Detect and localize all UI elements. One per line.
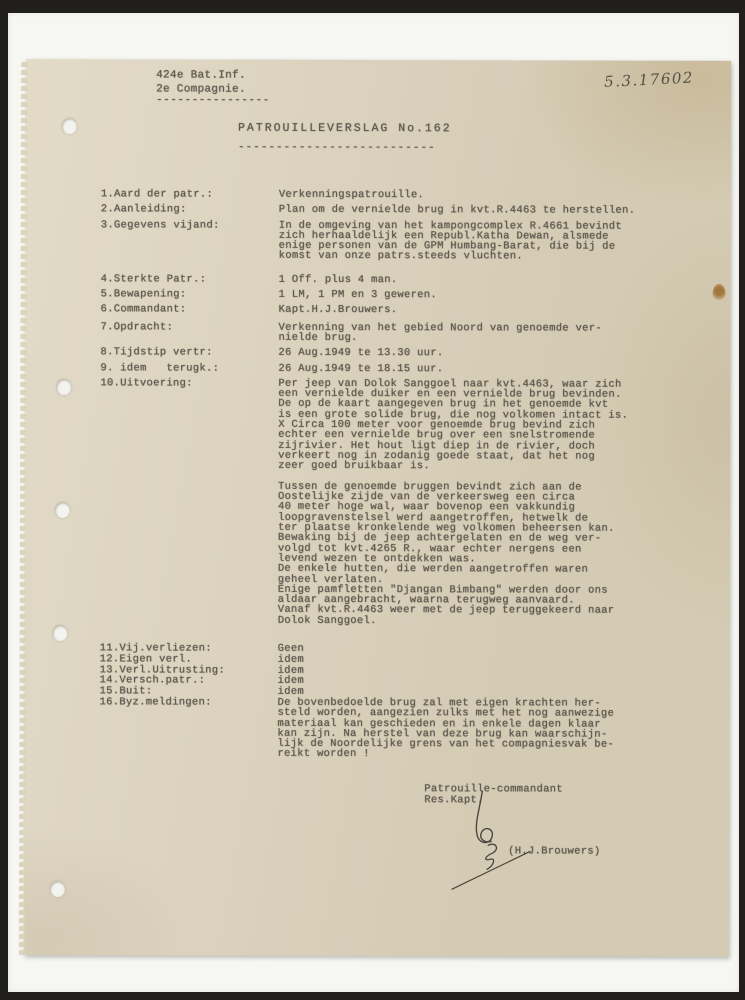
report-item-2 [101,205,726,217]
company-name: 2e Compagnie. [156,83,246,96]
report-item-7 [100,322,725,344]
item-value: 1 LM, 1 PM en 3 geweren. [278,288,438,302]
punch-hole [53,625,68,641]
item-label: 3.Gegevens vijand: [100,218,220,232]
item-label: 10.Uitvoering: [100,377,193,390]
item-value: Verkenningspatrouille. [278,188,425,202]
unit-name: 424e Bat.Inf. [156,69,246,82]
item-value: Verkenning van het gebied Noord van genoemde ver- nielde brug. [278,321,602,344]
item-label: 2.Aanleiding: [100,203,187,216]
report-item-8 [100,348,725,360]
item-value: Kapt.H.J.Brouwers. [278,304,398,317]
item-value: De bovenbedoelde brug zal met eigen krachten her- steld worden, aangezien zulks met het nog aanwezige materiaal kan geschieden en in enkele dagen klaar kan zijn. Na herstel van deze brug kan waarschijn- lijk de Noordelijke grens van het compagniesvak be- reikt worden ! [277,696,615,761]
document-paper [24,59,731,957]
item-value: idem [277,653,305,666]
report-item-3 [101,220,726,263]
report-item-10 [100,378,726,627]
item-label: 7.Opdracht: [100,320,174,334]
punch-hole [50,881,65,897]
signature-block [424,783,601,858]
document-title [238,122,452,155]
item-label: 15.Buit: [99,685,153,698]
letterhead-underline: ---------------- [156,94,270,107]
punch-hole [62,118,77,134]
item-label: 9. idem terugk.: [100,361,220,375]
signature-name: (H.J.Brouwers) [508,845,601,858]
item-value: 1 Off. plus 4 man. [278,273,398,286]
item-value: idem [277,664,304,677]
item-value: Plan om de vernielde brug in kvt.R.4463 te herstellen. [278,204,636,217]
item-label: 5.Bewapening: [100,288,187,301]
item-value: idem [277,675,304,688]
item-label: 1.Aard der patr.: [100,188,214,201]
report-item-6 [101,305,726,317]
item-label: 4.Sterkte Patr.: [100,273,207,286]
item-value: idem [277,685,304,698]
handwritten-registry-number: 5.3.17602 [603,68,695,91]
item-value: Per jeep van Dolok Sanggoel naar kvt.4463, waar zich een vernielde duiker en een vernielde brug bevinden. De op de kaart aangegeven brug in het genoemde kvt is een grote solide brug, die nog volkomen intact is. X Circa 100 meter voor genoemde brug bevind zich echter een vernielde brug over een snelstromende zijrivier. Het hout ligt diep in de rivier, doch verkeert nog in zodanig goede staat, dat het nog zeer goed bruikbaar is. Tussen de genoemde bruggen bevindt zich aan de Oostelijke zijde van de verkeersweg een circa 40 meter hoge wal, waar bovenop een vakkundig loopgravenstelsel werd aangetroffen, hetwelk de ter plaatse kronkelende weg volkomen beheersen kan. Bewaking bij de jeep achtergelaten en de weg ver- volgd tot kvt.4265 R., waar echter nergens een levend wezen te ontdekken was. De enkele hutten, die werden aangetroffen waren geheel verlaten. Enige pamfletten "Djangan Bimbang" werden door ons aldaar aangebracht, waarna terugweg aanvaard. Vanaf kvt.R.4463 weer met de jeep teruggekeerd naar Dolok Sanggoel. [277,377,629,627]
letterhead [156,68,270,105]
item-label: 16.Byz.meldingen: [99,696,212,709]
title-text: PATROUILLEVERSLAG No.162 [237,121,452,136]
item-value: In de omgeving van het kampongcomplex R.4661 bevindt zich herhaaldelijk een Republ.Katha Dewan, alsmede enige personen van de GPM Humbang-Barat, die bij de komst van onze patrs.steeds vluchten. [278,219,623,263]
punch-hole [56,379,71,395]
report-item-4 [101,274,726,286]
torn-left-edge [19,59,27,955]
item-label: 13.Verl.Uitrusting: [99,663,226,677]
item-value: Geen [277,642,305,655]
signature-role: Patrouille-commandant Res.Kapt. [424,783,563,806]
item-label: 12.Eigen verl. [99,653,193,666]
report-item-9 [100,363,725,375]
item-label: 11.Vij.verliezen: [99,642,212,655]
item-value: 26 Aug.1949 te 13.30 uur. [278,347,444,360]
item-label: 8.Tijdstip vertr: [100,346,213,359]
title-underline: -------------------------- [237,141,436,155]
item-label: 14.Versch.patr.: [99,674,206,687]
handwritten-signature [438,787,578,897]
item-value: 26 Aug.1949 te 18.15 uur. [278,362,444,375]
punch-hole [55,502,70,518]
report-item-5 [101,289,726,301]
report-items [99,189,725,761]
report-item-16 [99,697,724,760]
item-label: 6.Commandant: [100,303,187,316]
report-item-1 [101,189,726,201]
